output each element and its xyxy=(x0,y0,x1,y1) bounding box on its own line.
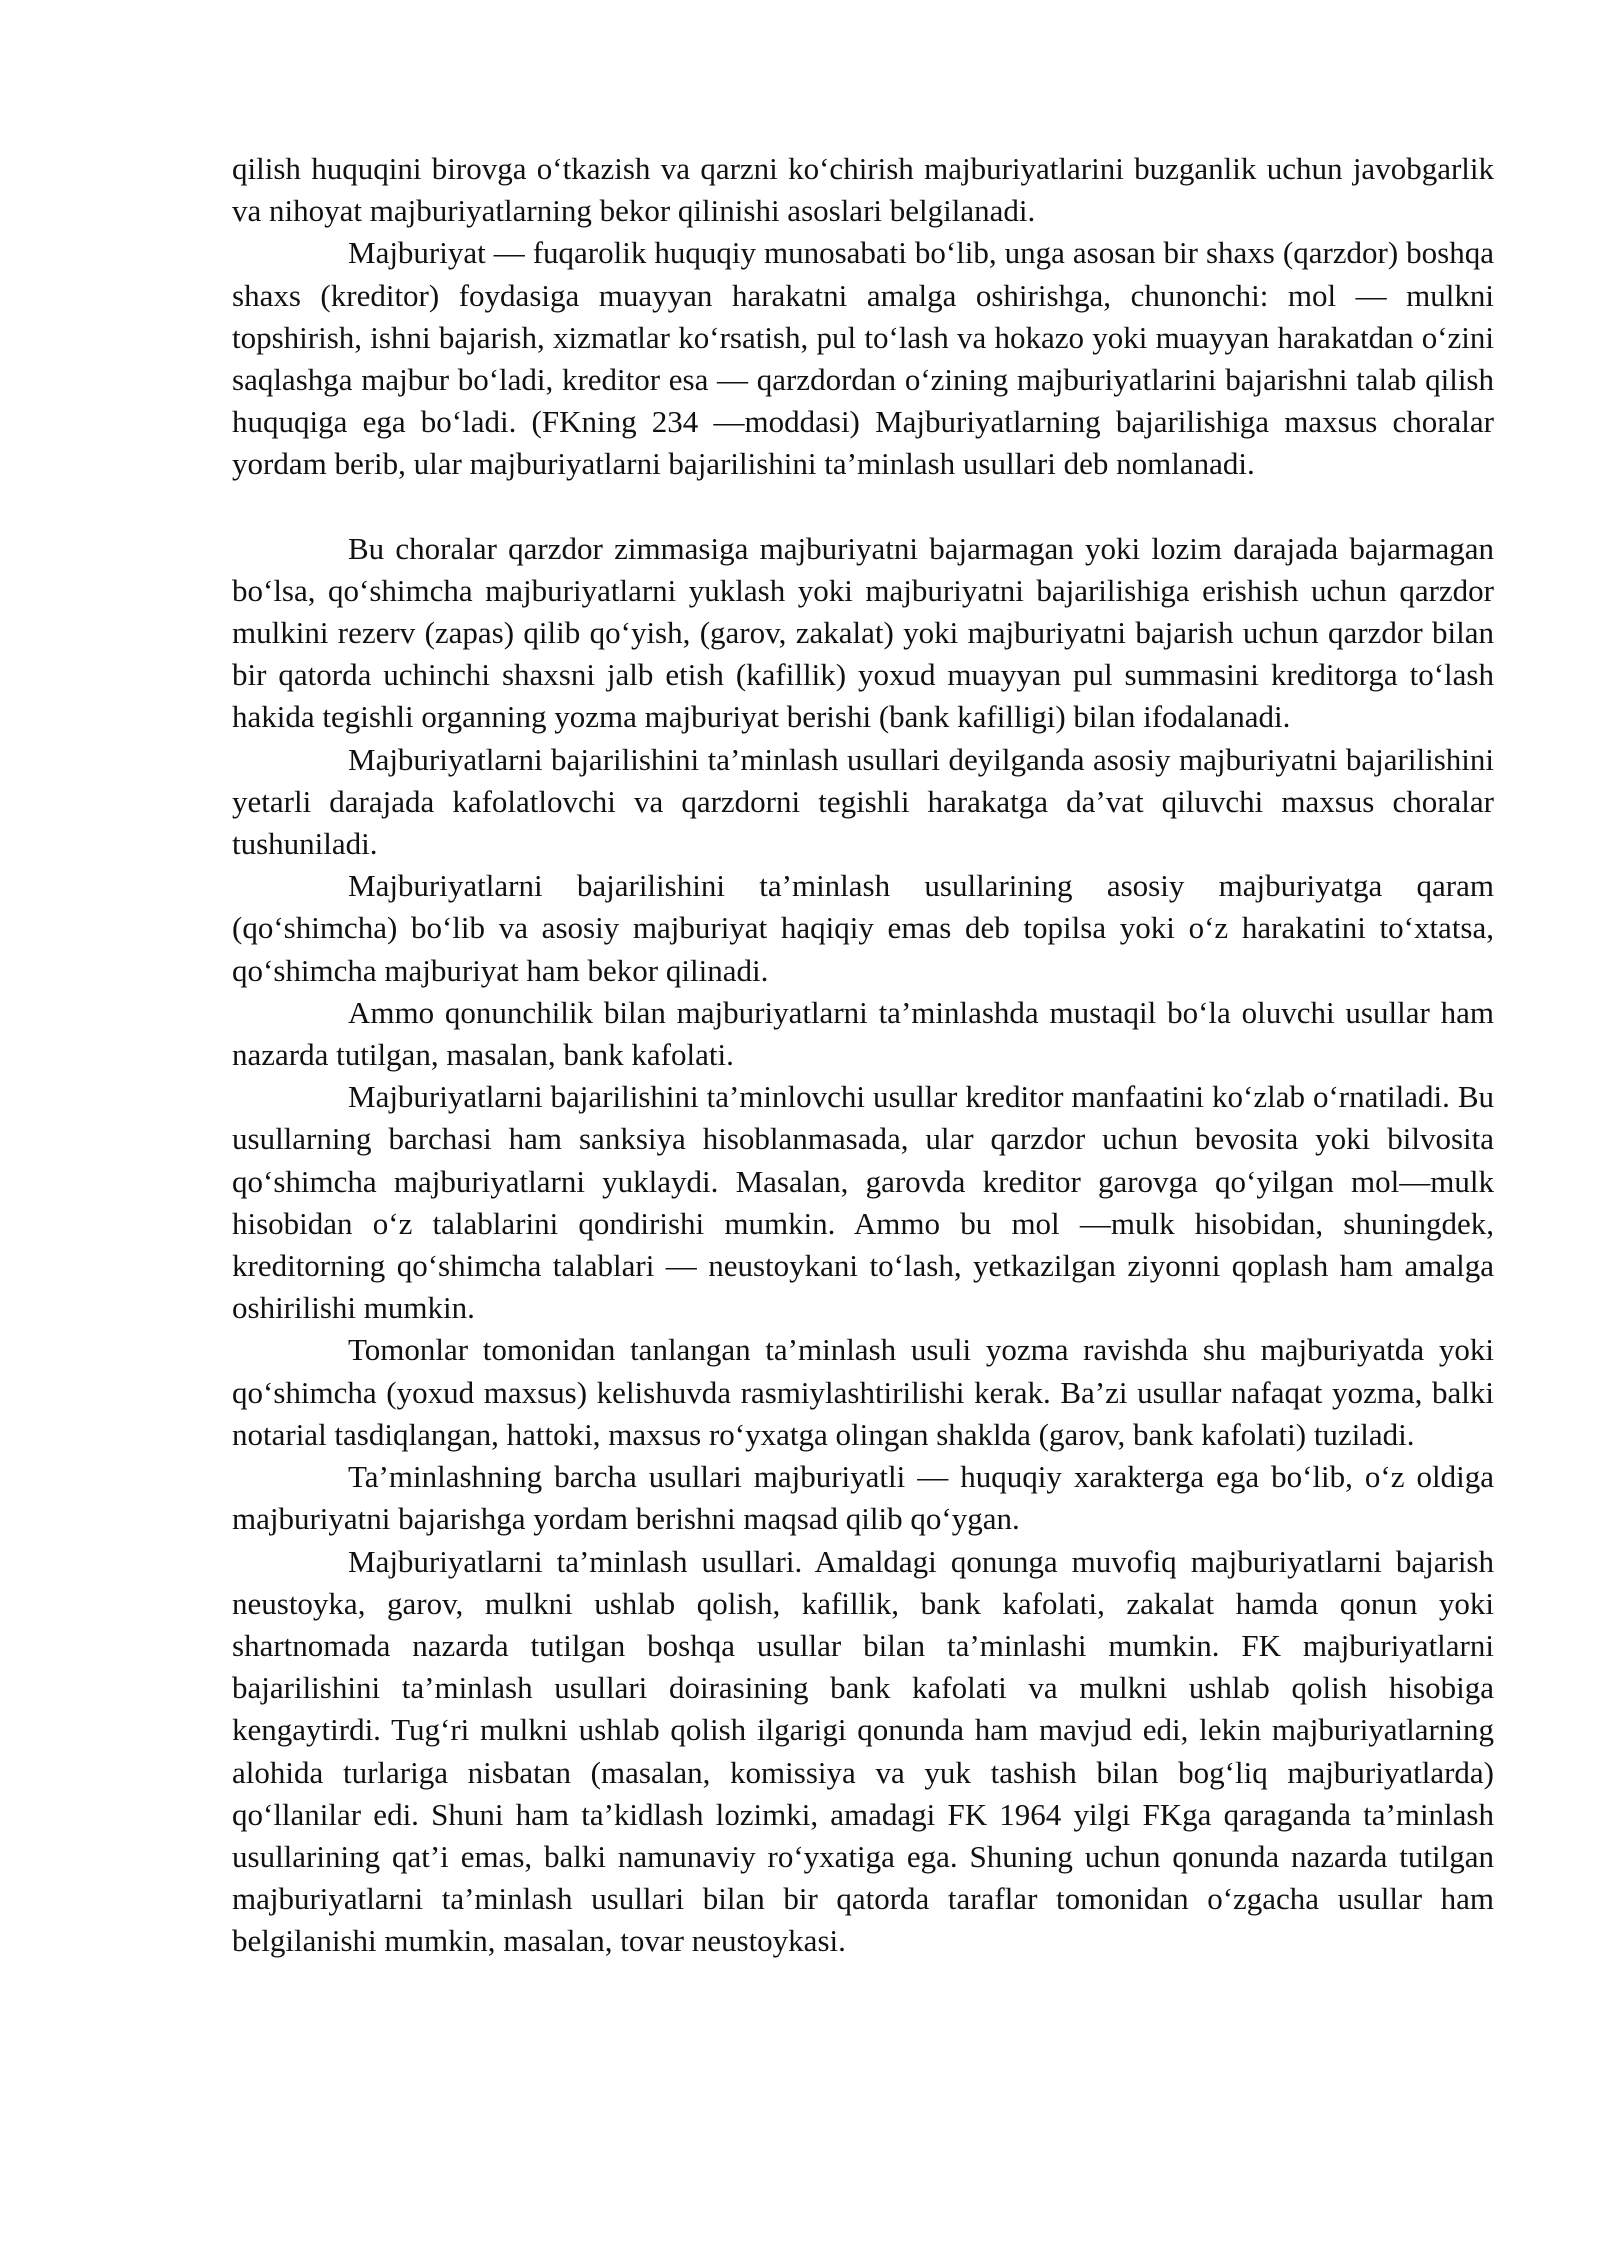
paragraph-7: Majburiyatlarni bajarilishini ta’minlovchi usullar kreditor manfaatini ko‘zlab o‘rnatiladi. Bu usullarning barchasi ham sanksiya hisoblanmasada, ular qarzdor uchun bevosita yoki bilvosita qo‘shimcha majburiyatlarni yuklaydi. Masalan, garovda kreditor garovga qo‘yilgan mol—mulk hisobidan o‘z talablarini qondirishi mumkin. Ammo bu mol —mulk hisobidan, shuningdek, kreditorning qo‘shimcha talablari — neustoykani to‘lash, yetkazilgan ziyonni qoplash ham amalga oshirilishi mumkin. xyxy=(232,1079,1494,1326)
paragraph-4: Majburiyatlarni bajarilishini ta’minlash usullari deyilganda asosiy majburiyatni bajarilishini yetarli darajada kafolatlovchi va qarzdorni tegishli harakatga da’vat qiluvchi maxsus choralar tushuniladi. xyxy=(232,741,1494,862)
paragraph-3: Bu choralar qarzdor zimmasiga majburiyatni bajarmagan yoki lozim darajada bajarmagan bo‘lsa, qo‘shimcha majburiyatlarni yuklash yoki majburiyatni bajarilishiga erishish uchun qarzdor mulkini rezerv (zapas) qilib qo‘yish, (garov, zakalat) yoki majburiyatni bajarish uchun qarzdor bilan bir qatorda uchinchi shaxsni jalb etish (kafillik) yoxud muayyan pul summasini kreditorga to‘lash hakida tegishli organning yozma majburiyat berishi (bank kafilligi) bilan ifodalanadi. xyxy=(232,530,1494,735)
paragraph-8: Tomonlar tomonidan tanlangan ta’minlash usuli yozma ravishda shu majburiyatda yoki qo‘shimcha (yoxud maxsus) kelishuvda rasmiylashtirilishi kerak. Ba’zi usullar nafaqat yozma, balki notarial tasdiqlangan, hattoki, maxsus ro‘yxatga olingan shaklda (garov, bank kafolati) tuziladi. xyxy=(232,1332,1494,1452)
paragraph-9: Ta’minlashning barcha usullari majburiyatli — huquqiy xarakterga ega bo‘lib, o‘z oldiga majburiyatni bajarishga yordam berishni maqsad qilib qo‘ygan. xyxy=(232,1459,1494,1537)
paragraph-5: Majburiyatlarni bajarilishini ta’minlash usullarining asosiy majburiyatga qaram (qo‘shimcha) bo‘lib va asosiy majburiyat haqiqiy emas deb topilsa yoki o‘z harakatini to‘xtatsa, qo‘shimcha majburiyat ham bekor qilinadi. xyxy=(232,868,1494,988)
paragraph-1: qilish huquqini birovga o‘tkazish va qarzni ko‘chirish majburiyatlarini buzganlik uchun javobgarlik va nihoyat majburiyatlarning bekor qilinishi asoslari belgilanadi. xyxy=(232,151,1494,229)
paragraph-10: Majburiyatlarni ta’minlash usullari. Amaldagi qonunga muvofiq majburiyatlarni bajarish neustoyka, garov, mulkni ushlab qolish, kafillik, bank kafolati, zakalat hamda qonun yoki shartnomada nazarda tutilgan boshqa usullar bilan ta’minlashi mumkin. FK majburiyatlarni bajarilishini ta’minlash usullari doirasining bank kafolati va mulkni ushlab qolish hisobiga kengaytirdi. Tug‘ri mulkni ushlab qolish ilgarigi qonunda ham mavjud edi, lekin majburiyatlarning alohida turlariga nisbatan (masalan, komissiya va yuk tashish bilan bog‘liq majburiyatlarda) qo‘llanilar edi. Shuni ham ta’kidlash lozimki, amadagi FK 1964 yilgi FKga qaraganda ta’minlash usullarining qat’i emas, balki namunaviy ro‘yxatiga ega. Shuning uchun qonunda nazarda tutilgan majburiyatlarni ta’minlash usullari bilan bir qatorda taraflar tomonidan o‘zgacha usullar ham belgilanishi mumkin, masalan, tovar neustoykasi. xyxy=(232,1543,1494,1959)
paragraph-6: Ammo qonunchilik bilan majburiyatlarni ta’minlashda mustaqil bo‘la oluvchi usullar ham nazarda tutilgan, masalan, bank kafolati. xyxy=(232,994,1494,1073)
document-body xyxy=(232,148,1494,1963)
paragraph-2: Majburiyat — fuqarolik huquqiy munosabati bo‘lib, unga asosan bir shaxs (qarzdor) boshqa shaxs (kreditor) foydasiga muayyan harakatni amalga oshirishga, chunonchi: mol — mulkni topshirish, ishni bajarish, xizmatlar ko‘rsatish, pul to‘lash va hokazo yoki muayyan harakatdan o‘zini saqlashga majbur bo‘ladi, kreditor esa — qarzdordan o‘zining majburiyatlarini bajarishni talab qilish huquqiga ega bo‘ladi. (FKning 234 —moddasi) Majburiyatlarning bajarilishiga maxsus choralar yordam berib, ular majburiyatlarni bajarilishini ta’minlash usullari deb nomlanadi. xyxy=(232,235,1494,482)
